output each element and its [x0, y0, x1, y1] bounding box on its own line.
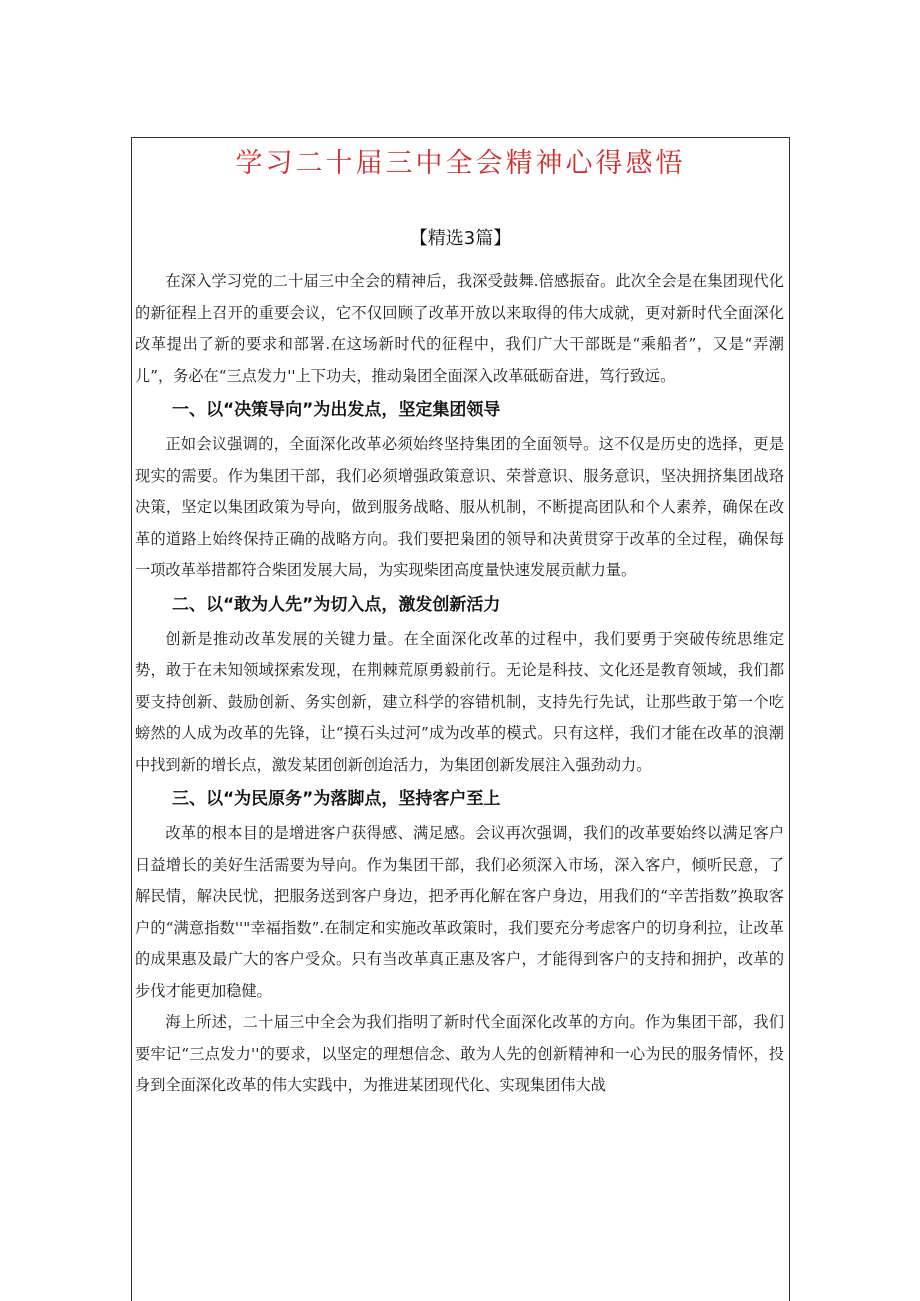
section-body-3: 改革的根本目的是增进客户获得感、满足感。会议再次强调，我们的改革要始终以满足客户日益增长的美好生活需要为导向。作为集团干部，我们必须深入市场，深入客户，倾听民意，了解民情，解决民忧，把服务送到客户身边，把矛再化解在客户身边，用我们的“辛苦指数”换取客户的“满意指数''"幸福指数”.在制定和实施改革政策时，我们要充分考虑客户的切身利拉，让改革的成果惠及最广大的客户受众。只有当改革真正惠及客户，才能得到客户的支持和拥护，改革的步伐才能更加稳健。	[135, 824, 784, 1000]
document-title: 学习二十届三中全会精神心得感悟	[235, 148, 686, 179]
intro-paragraph: 在深入学习党的二十届三中全会的精神后，我深受鼓舞.倍感振奋。此次全会是在集团现代化的新征程上召开的重要会议，它不仅回顾了改革开放以来取得的伟大成就，更对新时代全面深化改革提出了新的要求和部署.在这场新时代的征程中，我们广大干部既是“乘船者”，又是“弄潮儿”，务必在“三点发力''上下功夫，推动枭团全面深入改革砥砺奋进，笃行致远。	[135, 272, 784, 385]
document-subtitle: 【精选3篇】	[409, 228, 512, 249]
conclusion-paragraph: 海上所述，二十届三中全会为我们指明了新时代全面深化改革的方向。作为集团干部，我们要牢记“三点发力''的要求，以坚定的理想信念、敢为人先的创新精神和一心为民的服务情怀，投身到全面深化改革的伟大实践中，为推进某团现代化、实现集团伟大战	[135, 1013, 784, 1094]
document-frame	[131, 137, 790, 1301]
section-body-1: 正如会议强调的，全面深化改革必须始终坚持集团的全面领导。这不仅是历史的选择，更是现实的需要。作为集团干部，我们必须增强政策意识、荣誉意识、服务意识，坚决拥挤集团战珞决策，坚定以集团政策为导向，做到服务战略、服从机制，不断提高团队和个人素养，确保在改革的道路上始终保持正确的战略方向。我们要把枭团的领导和决黄贯穿于改革的全过程，确保每一项改革举措都符合柴团发展大局，为实现柴团高度量快速发展贡献力量。	[135, 435, 784, 579]
section-heading-1: 一、以“决策导向”为出发点，坚定集团领导	[172, 400, 501, 420]
section-body-2: 创新是推动改革发展的关键力量。在全面深化改革的过程中，我们要勇于突破传统思维定势，敢于在未知领域探索发现，在荆棘荒原勇毅前行。无论是科技、文化还是教育领域，我们都要支持创新、鼓励创新、务实创新，建立科学的容错机制，支持先行先试，让那些敢于第一个吃螃然的人成为改革的先锋，让“摸石头过河”成为改革的模式。只有这样，我们才能在改革的浪潮中找到新的增长点，激发某团创新创迨活力，为集团创新发展注入强劲动力。	[135, 629, 784, 774]
section-heading-3: 三、以“为民原务”为落脚点，坚持客户至上	[172, 789, 501, 809]
document-body	[132, 266, 789, 1102]
section-heading-2: 二、以“敢为人先”为切入点，激发创新活力	[172, 594, 501, 615]
